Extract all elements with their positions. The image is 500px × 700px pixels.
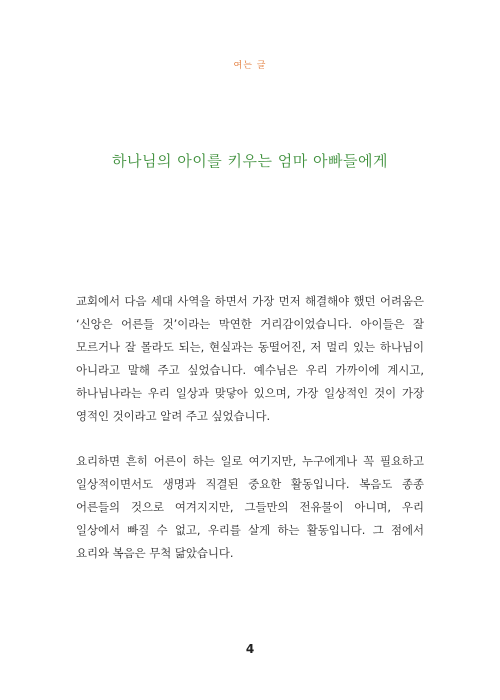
paragraph: 요리하면 흔히 어른이 하는 일로 여기지만, 누구에게나 꼭 필요하고 일상적이면서도 생명과 직결된 중요한 활동입니다. 복음도 종종 어른들의 것으로 여겨지지만, 그들만의 전유물이 아니며, 우리 일상에서 빠질 수 없고, 우리를 살게 하는 활동입니다. 그 점에서 요리와 복음은 무척 닮았습니다. [76, 454, 424, 560]
page-number: 4 [245, 642, 255, 656]
body-text [76, 290, 424, 565]
section-label: 여는 글 [233, 61, 267, 71]
paragraph: 교회에서 다음 세대 사역을 하면서 가장 먼저 해결해야 했던 어려움은 ‘신앙은 어른들 것’이라는 막연한 거리감이었습니다. 아이들은 잘 모르거나 잘 몰라도 되는, 현실과는 동떨어진, 저 멀리 있는 하나님이 아니라고 말해 주고 싶었습니다. 예수님은 우리 가까이에 계시고, 하나님나라는 우리 일상과 맞닿아 있으며, 가장 일상적인 것이 가장 영적인 것이라고 알려 주고 싶었습니다. [76, 294, 424, 423]
chapter-title: 하나님의 아이를 키우는 엄마 아빠들에게 [112, 152, 388, 170]
